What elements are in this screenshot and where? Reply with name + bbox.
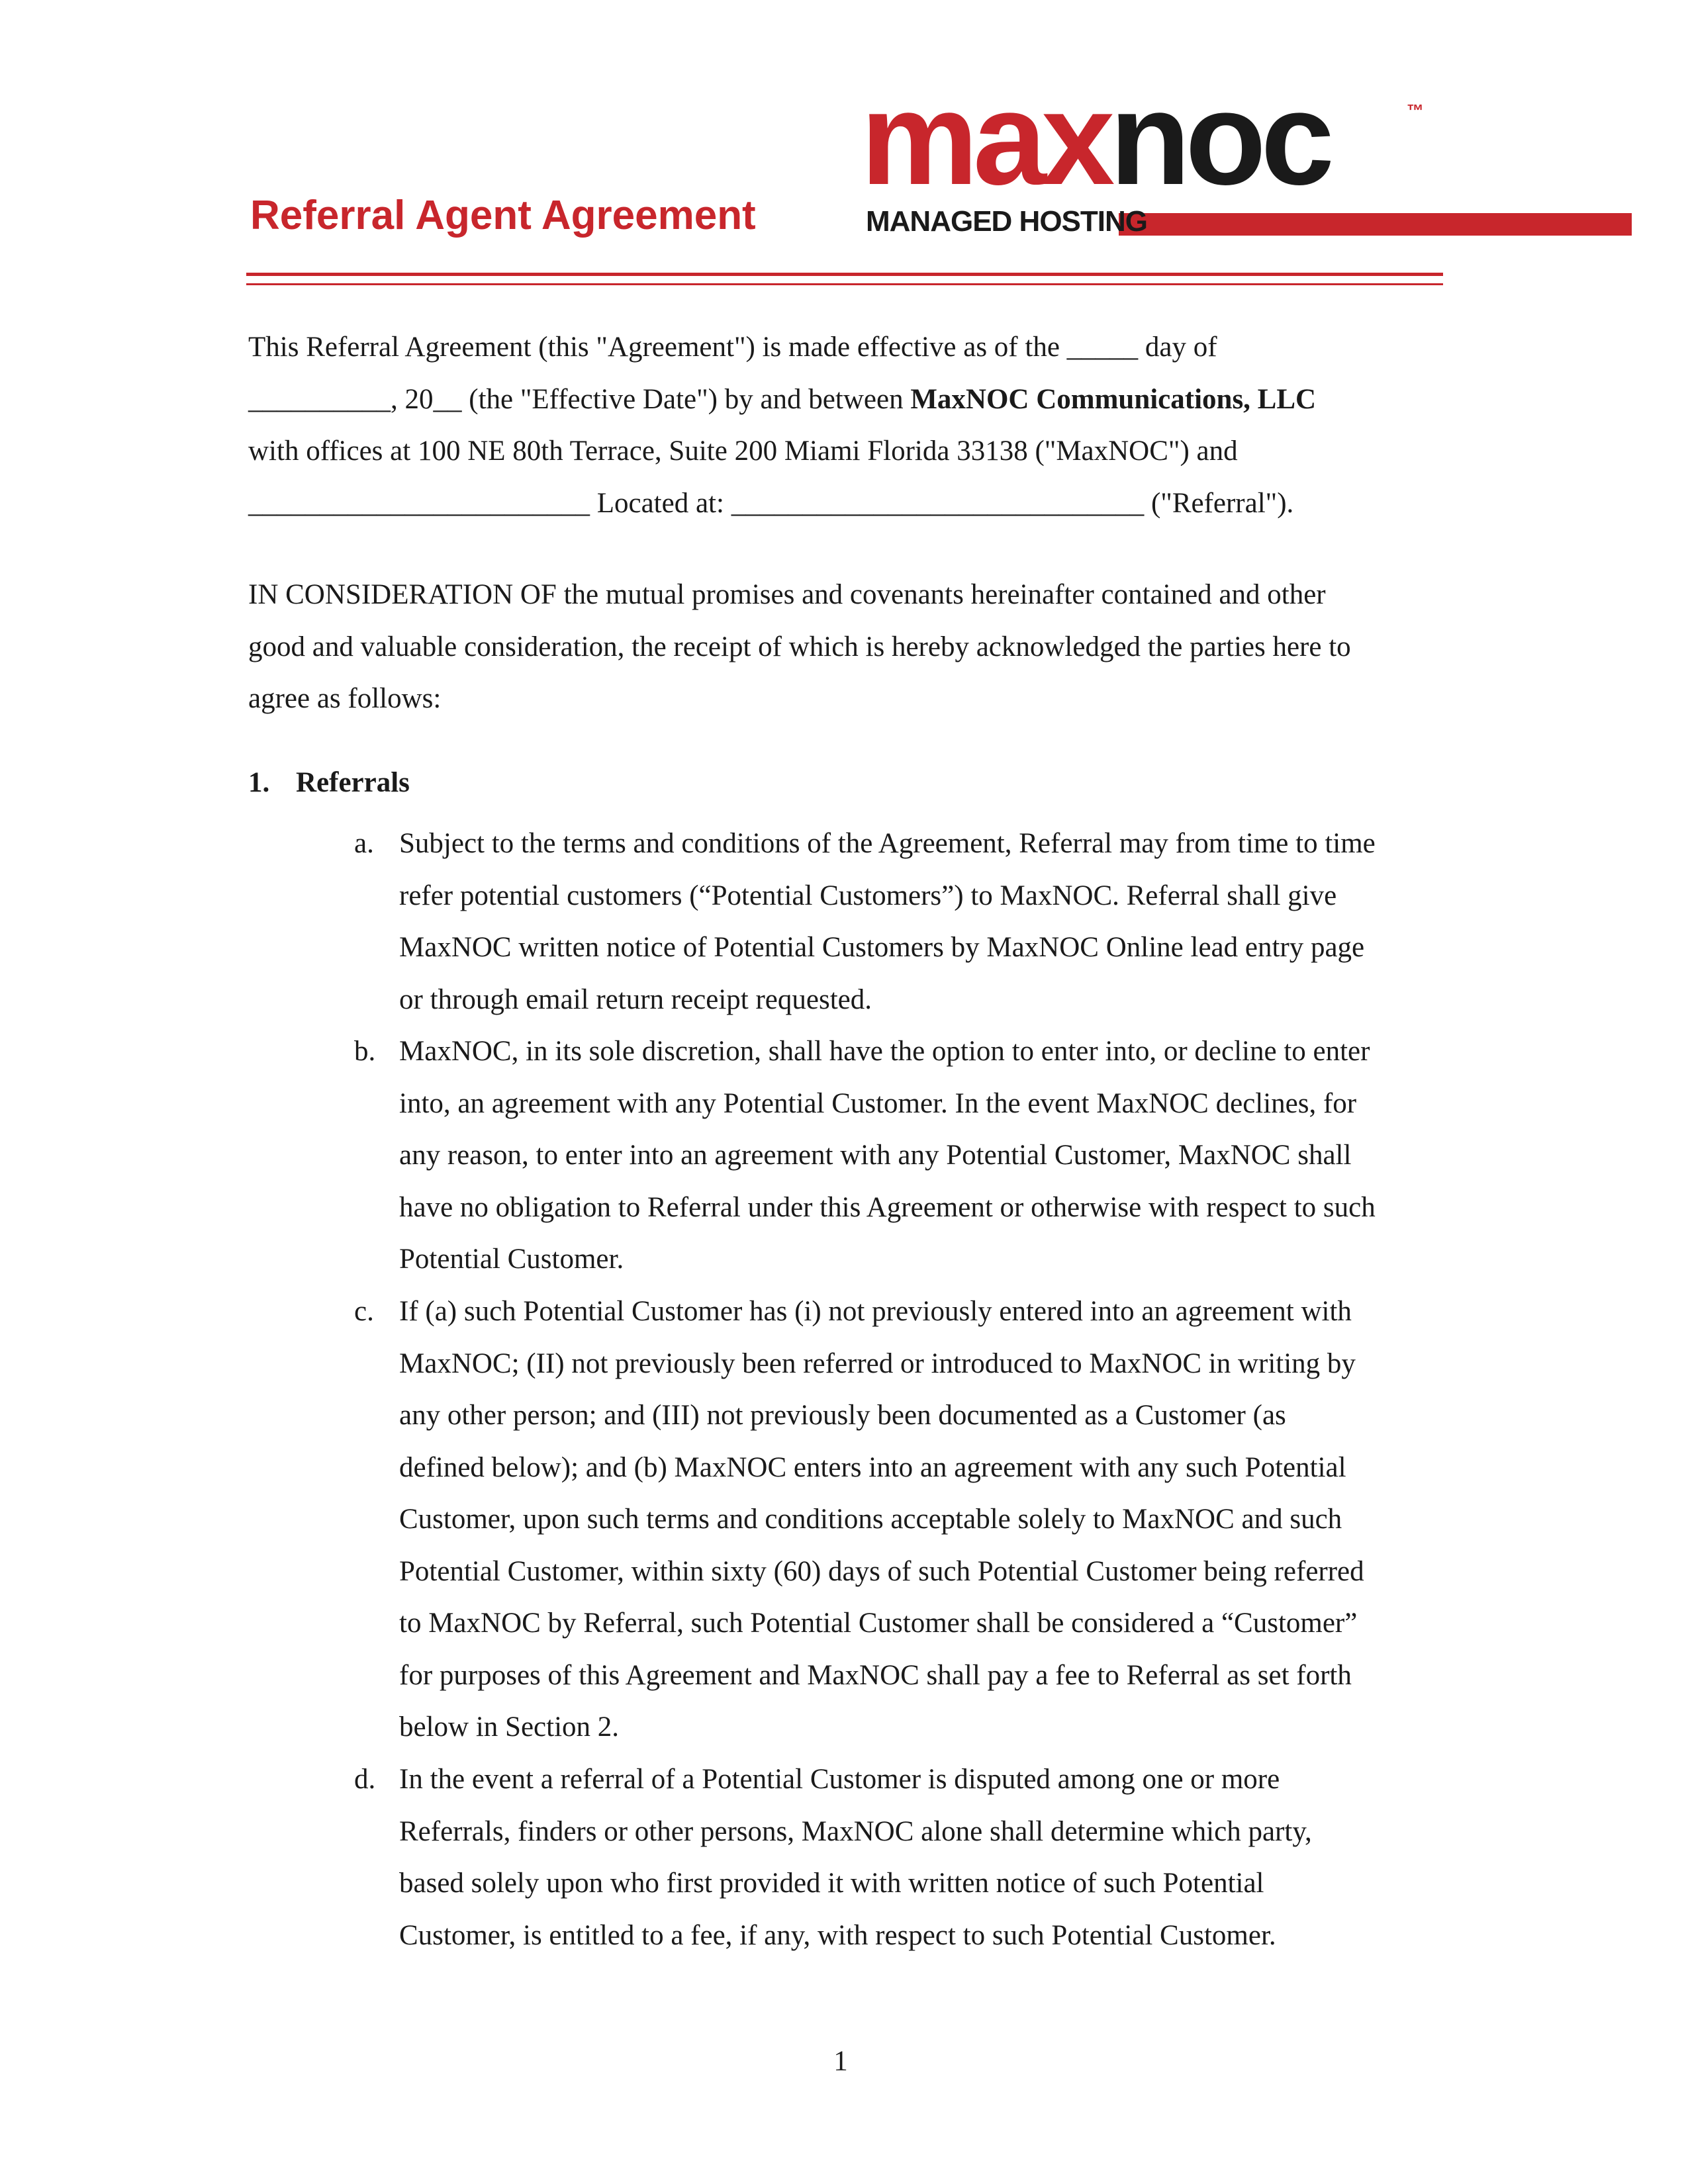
intro-line: This Referral Agreement (this "Agreement") is made effective as of the _____ day of — [248, 332, 1217, 363]
list-item-line: for purposes of this Agreement and MaxNOC shall pay a fee to Referral as set forth — [399, 1659, 1352, 1691]
intro-line — [248, 374, 1453, 426]
list-item-body — [399, 1286, 1364, 1754]
page-number: 1 — [833, 2046, 848, 2077]
trademark-symbol: ™ — [1407, 101, 1424, 120]
list-item-line: Customer, upon such terms and conditions acceptable solely to MaxNOC and such — [399, 1504, 1342, 1535]
logo-wordmark — [861, 65, 1329, 212]
consideration-line: good and valuable consideration, the receipt of which is hereby acknowledged the parties here to — [248, 631, 1351, 662]
intro-line: ________________________ Located at: _____________________________ ("Referral"). — [248, 487, 1294, 519]
list-item-line: below in Section 2. — [399, 1711, 620, 1743]
section-heading-referrals — [248, 766, 410, 799]
list-item-label: a. — [354, 828, 374, 859]
section-title: Referrals — [296, 767, 410, 798]
header-rule-thick — [246, 273, 1443, 276]
document-title: Referral Agent Agreement — [250, 193, 756, 238]
list-item-line: MaxNOC; (II) not previously been referred or introduced to MaxNOC in writing by — [399, 1347, 1356, 1379]
list-item-line: defined below); and (b) MaxNOC enters into an agreement with any such Potential — [399, 1451, 1346, 1483]
list-item-body — [399, 1754, 1312, 1962]
list-item-line: any other person; and (III) not previously been documented as a Customer (as — [399, 1400, 1286, 1431]
list-item-label: d. — [354, 1764, 376, 1795]
maxnoc-logo — [861, 65, 1443, 238]
list-item-line: into, an agreement with any Potential Customer. In the event MaxNOC declines, for — [399, 1087, 1357, 1119]
intro-line: with offices at 100 NE 80th Terrace, Suite 200 Miami Florida 33138 ("MaxNOC") and — [248, 435, 1238, 467]
list-item-line: In the event a referral of a Potential Customer is disputed among one or more — [399, 1764, 1280, 1795]
logo-word-noc: noc — [1109, 65, 1329, 212]
list-item-line: Potential Customer. — [399, 1244, 624, 1275]
list-item-line: to MaxNOC by Referral, such Potential Customer shall be considered a “Customer” — [399, 1608, 1358, 1639]
list-item-label: b. — [354, 1036, 376, 1067]
list-item-line: MaxNOC written notice of Potential Customers by MaxNOC Online lead entry page — [399, 932, 1365, 963]
list-item-line: Potential Customer, within sixty (60) days of such Potential Customer being referred — [399, 1555, 1364, 1587]
logo-word-max: max — [861, 65, 1110, 212]
logo-tagline: MANAGED HOSTING — [866, 205, 1147, 238]
intro-line-text: __________, 20__ (the "Effective Date") by and between — [248, 383, 911, 415]
list-item-line: MaxNOC, in its sole discretion, shall have the option to enter into, or decline to enter — [399, 1036, 1370, 1067]
list-item-body — [399, 1026, 1376, 1286]
list-item-line: refer potential customers (“Potential Customers”) to MaxNOC. Referral shall give — [399, 880, 1337, 911]
list-item-line: Customer, is entitled to a fee, if any, with respect to such Potential Customer. — [399, 1919, 1276, 1951]
list-item-line: If (a) such Potential Customer has (i) not previously entered into an agreement with — [399, 1296, 1352, 1327]
list-item-line: based solely upon who first provided it with written notice of such Potential — [399, 1868, 1264, 1899]
consideration-line: IN CONSIDERATION OF the mutual promises and covenants hereinafter contained and other — [248, 579, 1326, 610]
consideration-paragraph — [248, 569, 1453, 725]
list-item-line: Referrals, finders or other persons, MaxNOC alone shall determine which party, — [399, 1815, 1312, 1847]
company-name: MaxNOC Communications, LLC — [910, 383, 1317, 415]
header-rule-thin — [246, 283, 1443, 285]
intro-paragraph — [248, 322, 1453, 529]
list-item-line: Subject to the terms and conditions of the Agreement, Referral may from time to time — [399, 828, 1376, 859]
list-item-label: c. — [354, 1296, 374, 1327]
list-item-body — [399, 818, 1376, 1026]
list-item-line: or through email return receipt requested. — [399, 983, 872, 1015]
section-number: 1. — [248, 767, 270, 798]
logo-red-bar — [1119, 213, 1632, 236]
consideration-line: agree as follows: — [248, 683, 442, 714]
list-item-line: any reason, to enter into an agreement with any Potential Customer, MaxNOC shall — [399, 1140, 1352, 1171]
list-item-line: have no obligation to Referral under this Agreement or otherwise with respect to such — [399, 1191, 1376, 1223]
